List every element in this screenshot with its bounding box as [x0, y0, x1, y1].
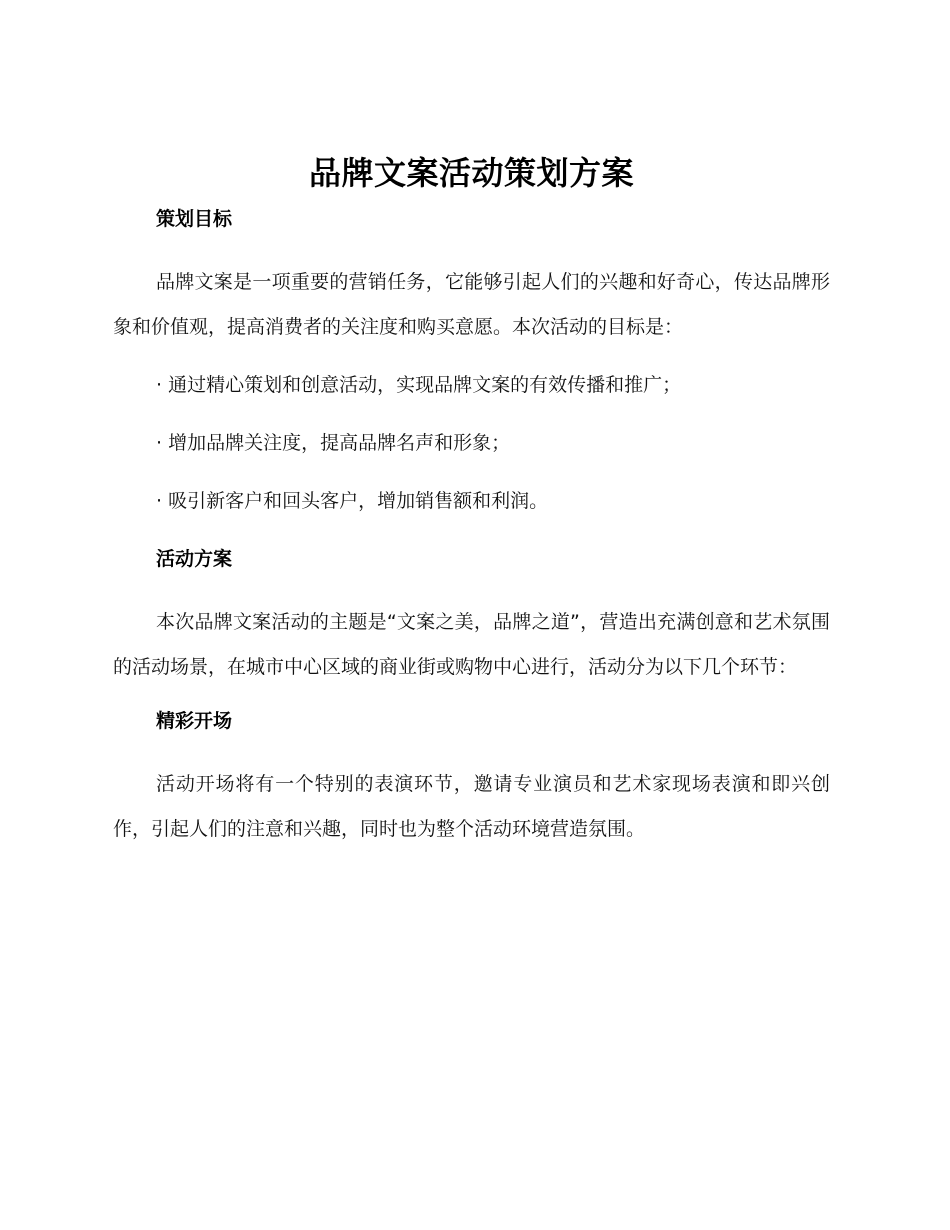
section-heading: 精彩开场 — [156, 710, 233, 732]
section-paragraph: 品牌文案是一项重要的营销任务，它能够引起人们的兴趣和好奇心，传达品牌形象和价值观，提高消费者的关注度和购买意愿。本次活动的目标是： — [113, 271, 830, 338]
list-item: · 增加品牌关注度，提高品牌名声和形象； — [156, 432, 511, 454]
section-planning-goals — [113, 204, 830, 516]
section-paragraph: 活动开场将有一个特别的表演环节，邀请专业演员和艺术家现场表演和即兴创作，引起人们的注意和兴趣，同时也为整个活动环境营造氛围。 — [113, 773, 830, 840]
section-activity-plan — [113, 544, 830, 690]
list-item: · 吸引新客户和回头客户，增加销售额和利润。 — [156, 490, 549, 512]
section-heading: 策划目标 — [156, 208, 233, 230]
section-opening — [113, 706, 830, 852]
list-item: · 通过精心策划和创意活动，实现品牌文案的有效传播和推广； — [156, 374, 682, 396]
goal-list — [113, 370, 830, 516]
section-heading: 活动方案 — [156, 548, 233, 570]
document-title: 品牌文案活动策划方案 — [308, 154, 634, 192]
section-paragraph: 本次品牌文案活动的主题是“文案之美，品牌之道”，营造出充满创意和艺术氛围的活动场景，在城市中心区域的商业街或购物中心进行，活动分为以下几个环节： — [113, 611, 830, 678]
